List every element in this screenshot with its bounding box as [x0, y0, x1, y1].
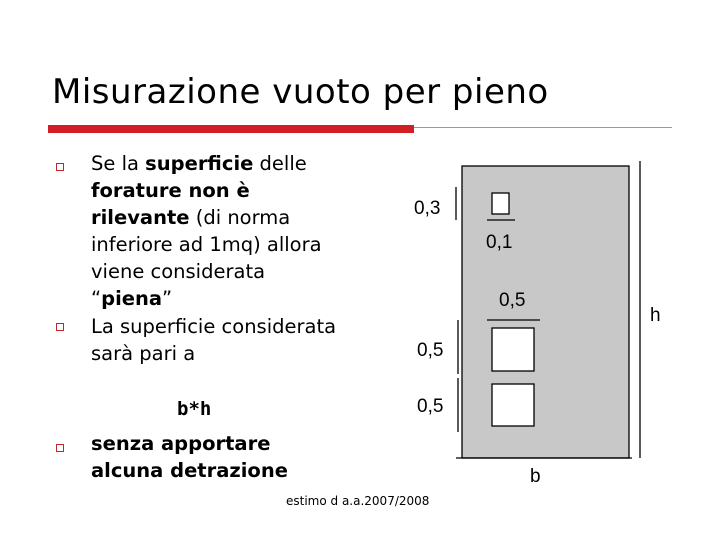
bullet-text-part: Se la — [91, 152, 146, 175]
label-window-2-height: 0,5 — [417, 396, 444, 417]
bullet-text-part: delle — [253, 152, 307, 175]
slide-footer: estimo d a.a.2007/2008 — [286, 494, 430, 508]
bullet-text-part: piena — [101, 287, 163, 310]
label-small-opening-height: 0,3 — [414, 198, 441, 219]
bullet-text-part: senza apportare alcuna detrazione — [91, 432, 288, 482]
slide-title: Misurazione vuoto per pieno — [52, 72, 549, 112]
window-opening-1 — [492, 328, 534, 371]
bullet-text-part: superficie — [145, 152, 254, 175]
bullet-text-part: forature non è rilevante — [91, 179, 250, 229]
small-opening — [492, 193, 509, 214]
label-small-opening-width: 0,1 — [486, 232, 513, 253]
label-total-width: b — [530, 466, 541, 487]
label-gap: 0,5 — [499, 290, 526, 311]
label-total-height: h — [650, 305, 661, 326]
area-formula: b*h — [177, 398, 212, 420]
bullet-text-part: ” — [162, 287, 173, 310]
label-window-1-height: 0,5 — [417, 340, 444, 361]
bullet-text-part: La superficie considerata sarà pari a — [91, 315, 337, 365]
window-opening-2 — [492, 384, 534, 426]
wall-rectangle — [462, 166, 629, 458]
bullet-text-part: (di norma inferiore ad 1mq) allora viene considerata “ — [91, 206, 322, 310]
